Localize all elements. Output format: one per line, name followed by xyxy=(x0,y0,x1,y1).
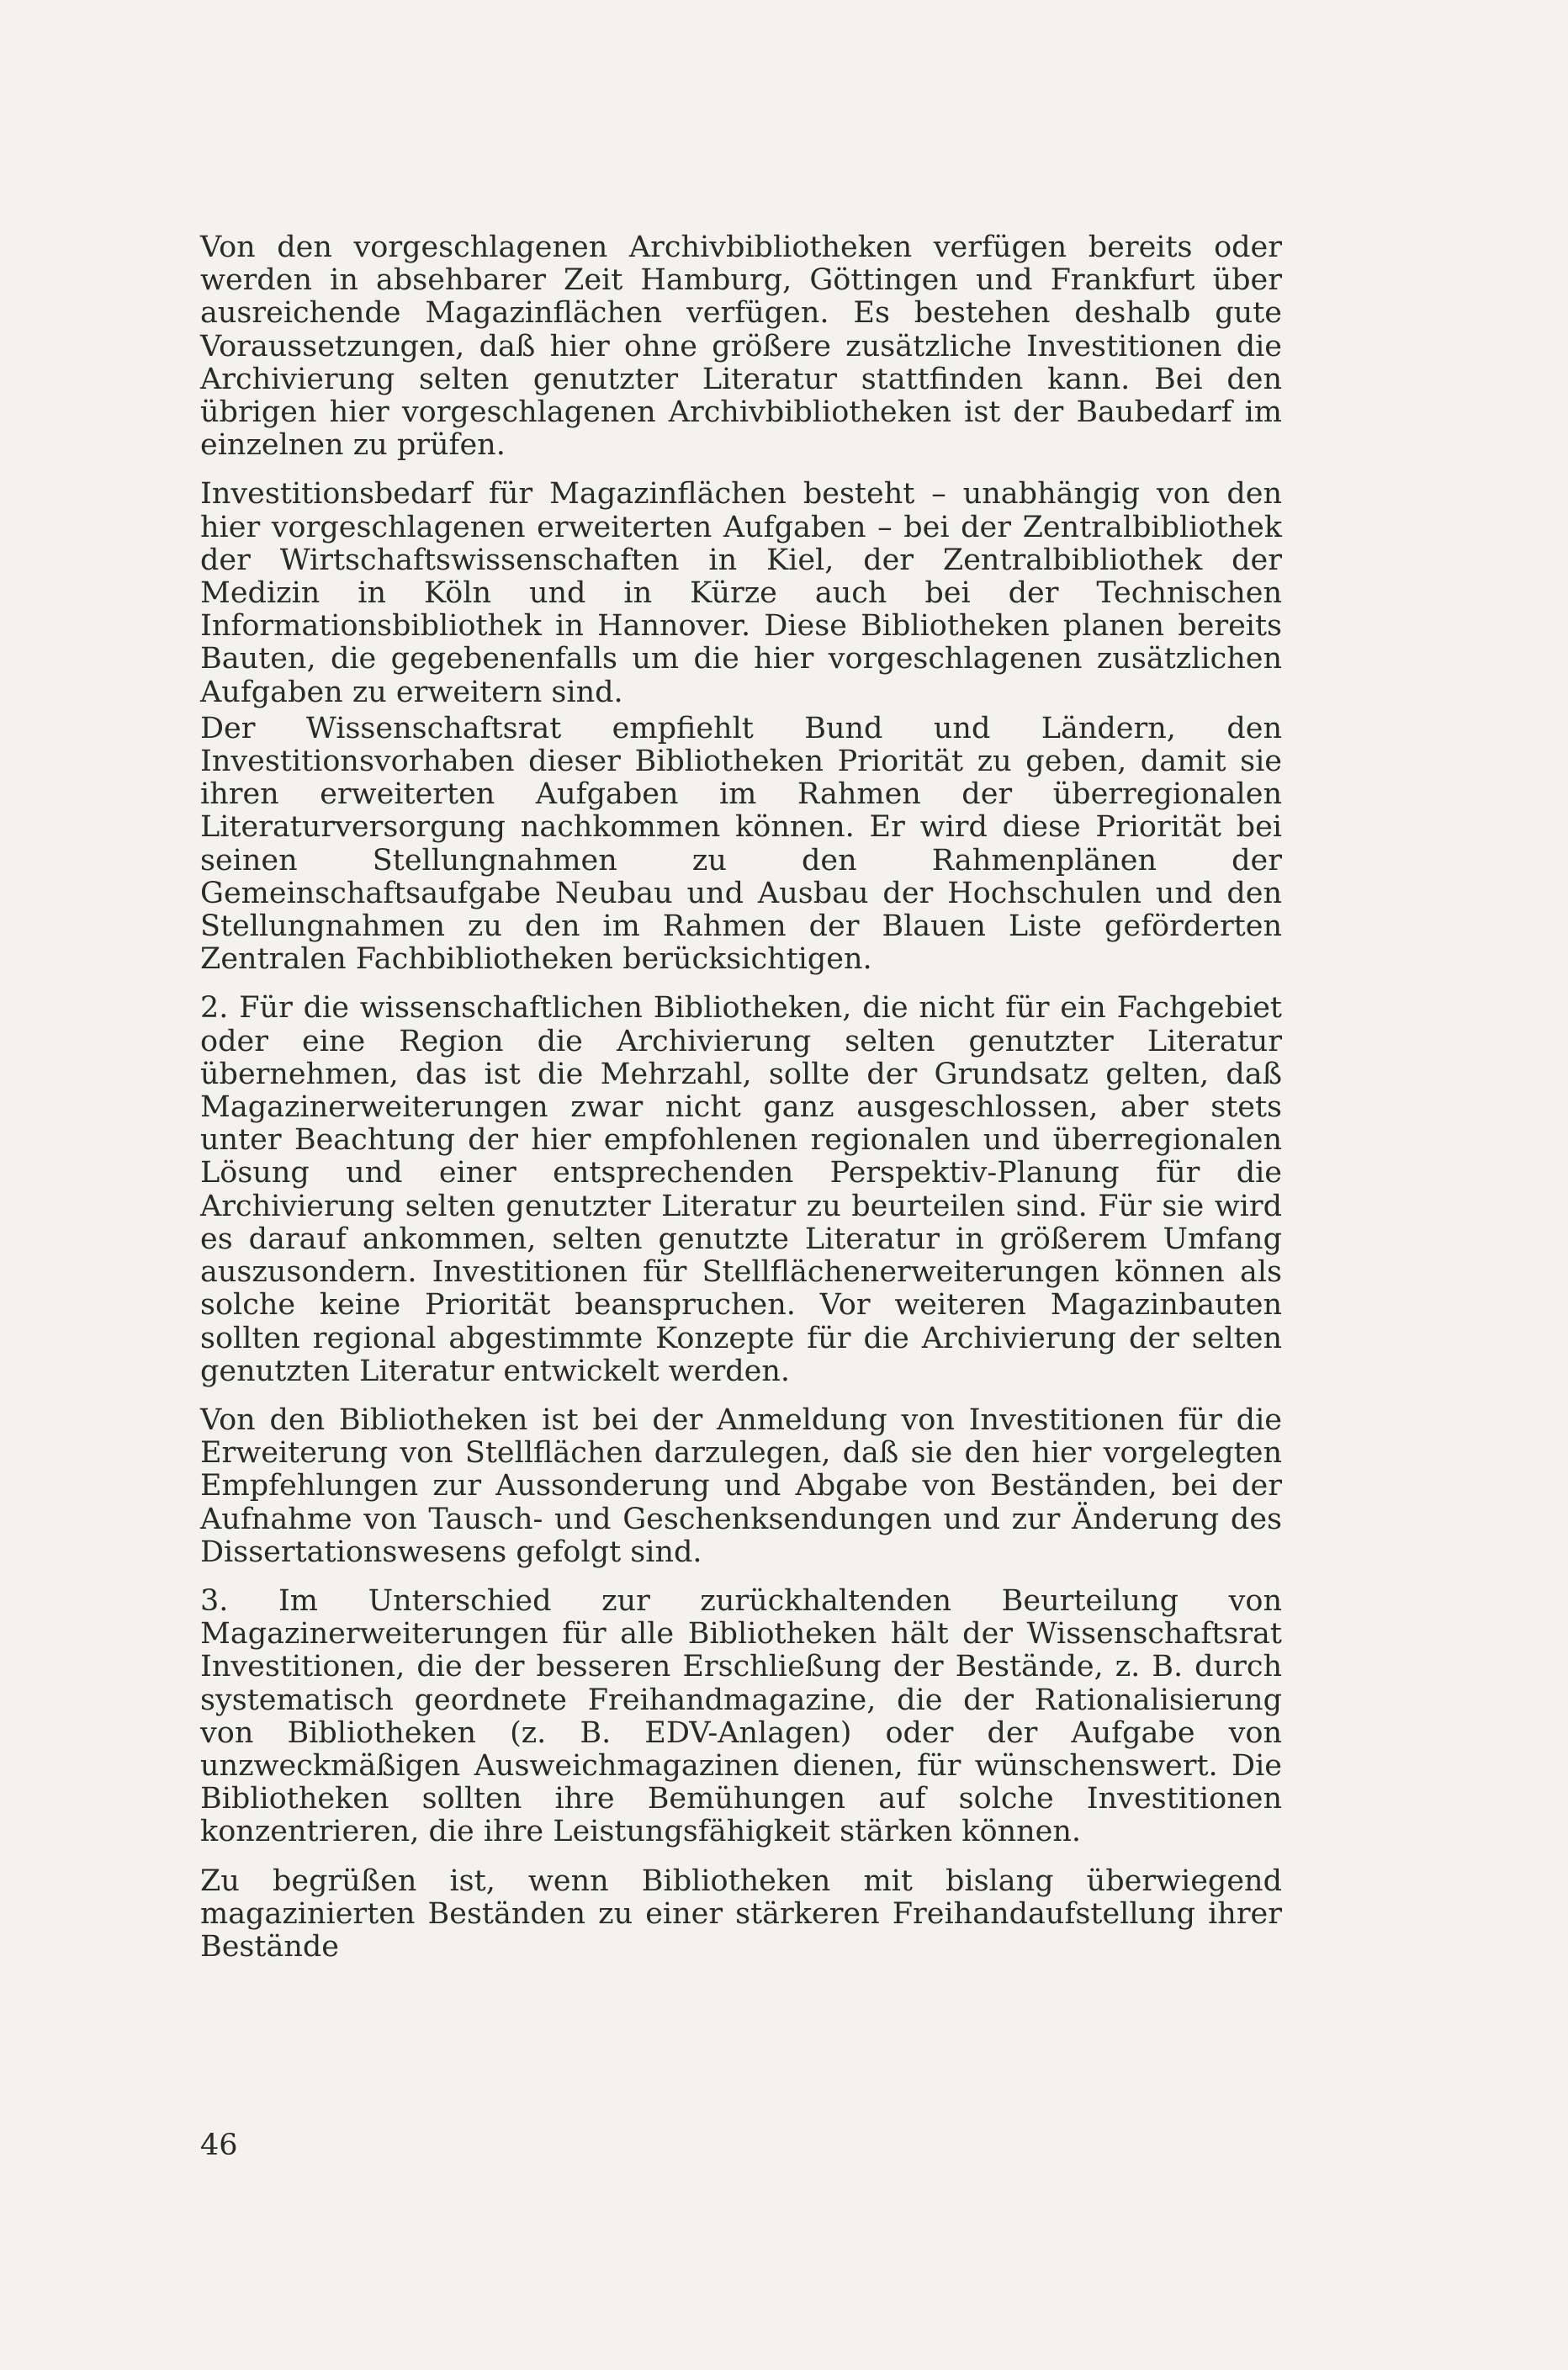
paragraph-recommendation-priority: Der Wissenschaftsrat empfiehlt Bund und Ländern, den Investitionsvorhaben dieser Bibliotheken Priorität zu geben, damit sie ihren erweiterten Aufgaben im Rahmen der überregionalen Literaturversorgung nachkommen können. Er wird diese Priorität bei seinen Stellungnahmen zu den Rahmenplänen der Gemeinschaftsaufgabe Neubau und Ausbau der Hochschulen und den Stellungnahmen zu den im Rahmen der Blauen Liste geförderten Zentralen Fachbibliotheken berücksichtigen. xyxy=(200,711,1282,977)
paragraph-point-3: 3. Im Unterschied zur zurückhaltenden Beurteilung von Magazinerweiterungen für alle Bibliotheken hält der Wissenschaftsrat Investitionen, die der besseren Erschließung der Bestände, z. B. durch systematisch geordnete Freihandmagazine, die der Rationalisierung von Bibliotheken (z. B. EDV-Anlagen) oder der Aufgabe von unzweckmäßigen Ausweichmagazinen dienen, für wünschenswert. Die Bibliotheken sollten ihre Bemühungen auf solche Investitionen konzentrieren, die ihre Leistungsfähigkeit stärken können. xyxy=(200,1583,1282,1849)
paragraph-point-2: 2. Für die wissenschaftlichen Bibliotheken, die nicht für ein Fachgebiet oder eine Region die Archivierung selten genutzter Literatur übernehmen, das ist die Mehrzahl, sollte der Grundsatz gelten, daß Magazinerweiterungen zwar nicht ganz ausgeschlossen, aber stets unter Beachtung der hier empfohlenen regionalen und überregionalen Lösung und einer entsprechenden Perspektiv-Planung für die Archivierung selten genutzter Literatur zu beurteilen sind. Für sie wird es darauf ankommen, selten genutzte Literatur in größerem Umfang auszusondern. Investitionen für Stellflächenerweiterungen können als solche keine Priorität beanspruchen. Vor weiteren Magazinbauten sollten regional abgestimmte Konzepte für die Archivierung der selten genutzten Literatur entwickelt werden. xyxy=(200,991,1282,1388)
body-text xyxy=(200,231,1282,1980)
paragraph-registration-requirements: Von den Bibliotheken ist bei der Anmeldung von Investitionen für die Erweiterung von Stellflächen darzulegen, daß sie den hier vorgelegten Empfehlungen zur Aussonderung und Abgabe von Beständen, bei der Aufnahme von Tausch- und Geschenksendungen und zur Änderung des Dissertationswesens gefolgt sind. xyxy=(200,1402,1282,1569)
paragraph-investment-need: Investitionsbedarf für Magazinflächen besteht – unabhängig von den hier vorgeschlagenen erweiterten Aufgaben – bei der Zentralbibliothek der Wirtschaftswissenschaften in Kiel, der Zentralbibliothek der Medizin in Köln und in Kürze auch bei der Technischen Informationsbibliothek in Hannover. Diese Bibliotheken planen bereits Bauten, die gegebenenfalls um die hier vorgeschlagenen zusätzlichen Aufgaben zu erweitern sind. xyxy=(200,477,1282,709)
paragraph-archive-libraries: Von den vorgeschlagenen Archivbibliotheken verfügen bereits oder werden in absehbarer Zeit Hamburg, Göttingen und Frankfurt über ausreichende Magazinflächen verfügen. Es bestehen deshalb gute Voraussetzungen, daß hier ohne größere zusätzliche Investitionen die Archivierung selten genutzter Literatur stattfinden kann. Bei den übrigen hier vorgeschlagenen Archivbibliotheken ist der Baubedarf im einzelnen zu prüfen. xyxy=(200,231,1282,463)
page-number: 46 xyxy=(200,2129,238,2162)
paragraph-open-access-shelving: Zu begrüßen ist, wenn Bibliotheken mit bislang überwiegend magazinierten Beständen zu einer stärkeren Freihandaufstellung ihrer Bestände xyxy=(200,1864,1282,1964)
